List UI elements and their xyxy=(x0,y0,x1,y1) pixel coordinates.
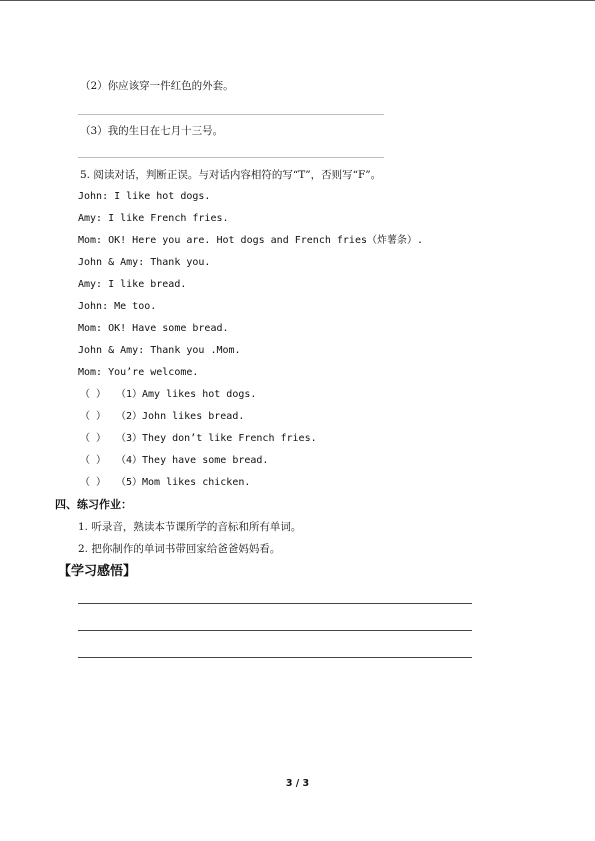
dialogue-line-2: Amy: I like French fries. xyxy=(78,213,229,224)
reflection-line-3 xyxy=(78,657,472,658)
reading-instruction: 5. 阅读对话，判断正误。与对话内容相符的写“T”，否则写“F”。 xyxy=(80,169,382,181)
judgment-answer-blank[interactable]: （ ） xyxy=(80,389,107,400)
judgment-text: （3）They don’t like French fries. xyxy=(116,433,317,444)
judgment-item-4 xyxy=(80,454,268,468)
answer-line-3 xyxy=(78,157,384,158)
dialogue-line-1: John: I like hot dogs. xyxy=(78,191,211,202)
judgment-text: （1）Amy likes hot dogs. xyxy=(116,389,257,400)
judgment-answer-blank[interactable]: （ ） xyxy=(80,477,107,488)
page-number: 3 / 3 xyxy=(285,778,310,789)
judgment-answer-blank[interactable]: （ ） xyxy=(80,411,107,422)
judgment-answer-blank[interactable]: （ ） xyxy=(80,433,107,444)
dialogue-line-5: Amy: I like bread. xyxy=(78,279,187,290)
dialogue-line-7: Mom: OK! Have some bread. xyxy=(78,323,229,334)
judgment-item-1 xyxy=(80,388,256,402)
dialogue-line-8: John & Amy: Thank you .Mom. xyxy=(78,345,241,356)
homework-item-1: 1. 听录音，熟读本节课所学的音标和所有单词。 xyxy=(78,521,302,533)
dialogue-line-9: Mom: You’re welcome. xyxy=(78,367,199,378)
answer-line-2 xyxy=(78,114,384,115)
homework-item-2: 2. 把你制作的单词书带回家给爸爸妈妈看。 xyxy=(78,543,281,555)
page-top-border xyxy=(0,0,595,1)
dialogue-line-6: John: Me too. xyxy=(78,301,157,312)
reflection-line-1 xyxy=(78,603,472,604)
translation-item-2: （2）你应该穿一件红色的外套。 xyxy=(80,80,234,92)
judgment-item-3 xyxy=(80,432,317,446)
dialogue-line-3: Mom: OK! Here you are. Hot dogs and French fries（炸薯条）. xyxy=(78,235,424,246)
judgment-item-5 xyxy=(80,476,250,490)
translation-item-3: （3）我的生日在七月十三号。 xyxy=(80,125,224,137)
judgment-text: （5）Mom likes chicken. xyxy=(116,477,251,488)
judgment-item-2 xyxy=(80,410,244,424)
homework-heading: 四、练习作业： xyxy=(55,498,132,511)
judgment-answer-blank[interactable]: （ ） xyxy=(80,455,107,466)
judgment-text: （4）They have some bread. xyxy=(116,455,269,466)
reflection-line-2 xyxy=(78,630,472,631)
reflection-heading: 【学习感悟】 xyxy=(58,564,137,579)
dialogue-line-4: John & Amy: Thank you. xyxy=(78,257,211,268)
judgment-text: （2）John likes bread. xyxy=(116,411,245,422)
